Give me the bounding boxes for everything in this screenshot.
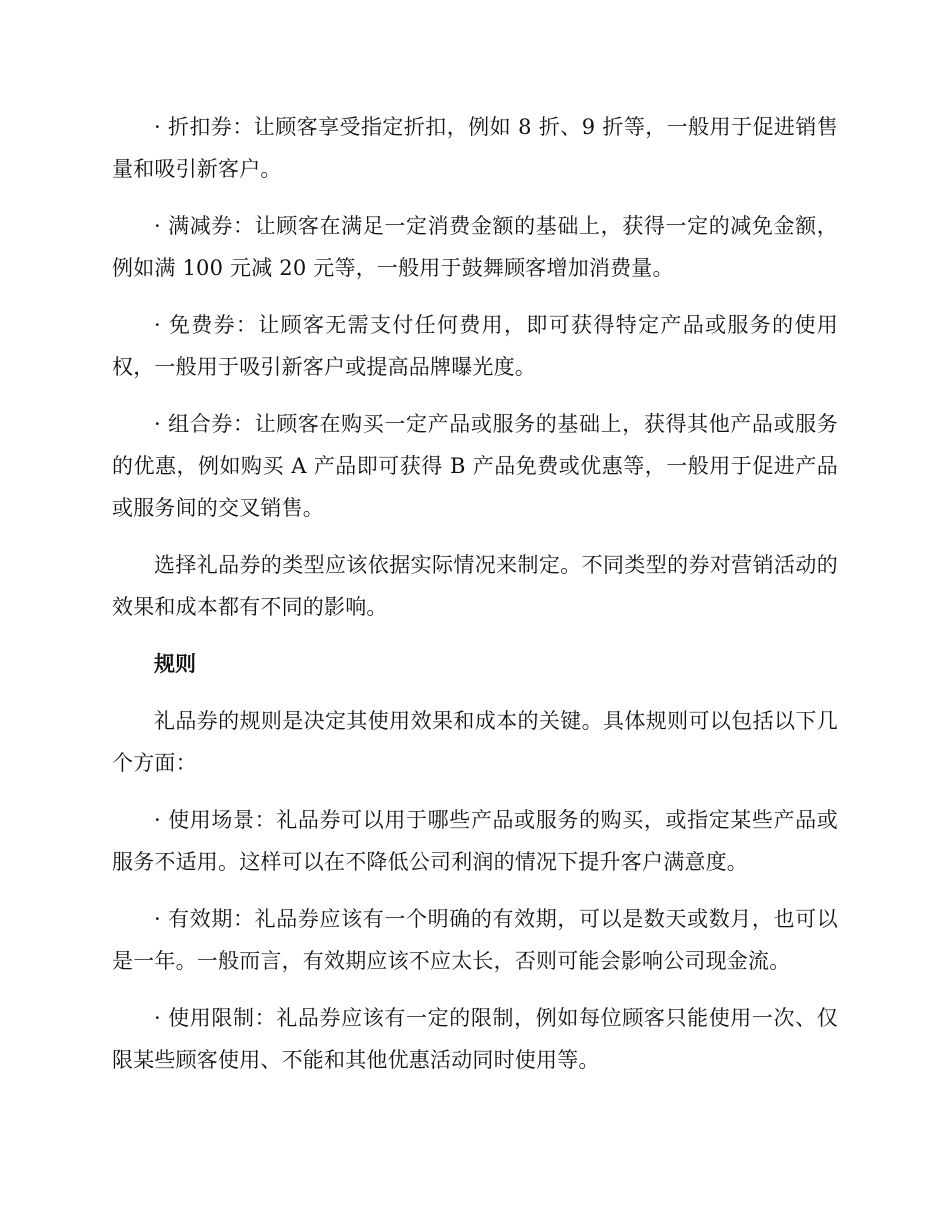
paragraph-usage-scenario: · 使用场景：礼品券可以用于哪些产品或服务的购买，或指定某些产品或服务不适用。这样可以在不降低公司利润的情况下提升客户满意度。 xyxy=(112,808,838,874)
paragraph-usage-restrictions: · 使用限制：礼品券应该有一定的限制，例如每位顾客只能使用一次、仅限某些顾客使用、不能和其他优惠活动同时使用等。 xyxy=(112,1006,838,1072)
paragraph-combo-coupon: · 组合券：让顾客在购买一定产品或服务的基础上，获得其他产品或服务的优惠，例如购买 A 产品即可获得 B 产品免费或优惠等，一般用于促进产品或服务间的交叉销售。 xyxy=(112,412,838,520)
paragraph-rules-intro: 礼品券的规则是决定其使用效果和成本的关键。具体规则可以包括以下几个方面： xyxy=(112,709,838,775)
paragraph-threshold-coupon: · 满减券：让顾客在满足一定消费金额的基础上，获得一定的减免金额，例如满 100 元减 20 元等，一般用于鼓舞顾客增加消费量。 xyxy=(112,214,838,280)
paragraph-discount-coupon: · 折扣券：让顾客享受指定折扣，例如 8 折、9 折等，一般用于促进销售量和吸引新客户。 xyxy=(112,115,838,181)
document-body xyxy=(112,106,838,1096)
paragraph-coupon-type-selection: 选择礼品券的类型应该依据实际情况来制定。不同类型的券对营销活动的效果和成本都有不同的影响。 xyxy=(112,553,838,619)
paragraph-free-coupon: · 免费券：让顾客无需支付任何费用，即可获得特定产品或服务的使用权，一般用于吸引新客户或提高品牌曝光度。 xyxy=(112,313,838,379)
paragraph-validity-period: · 有效期：礼品券应该有一个明确的有效期，可以是数天或数月，也可以是一年。一般而言，有效期应该不应太长，否则可能会影响公司现金流。 xyxy=(112,907,838,973)
section-heading-rules: 规则 xyxy=(154,652,196,676)
